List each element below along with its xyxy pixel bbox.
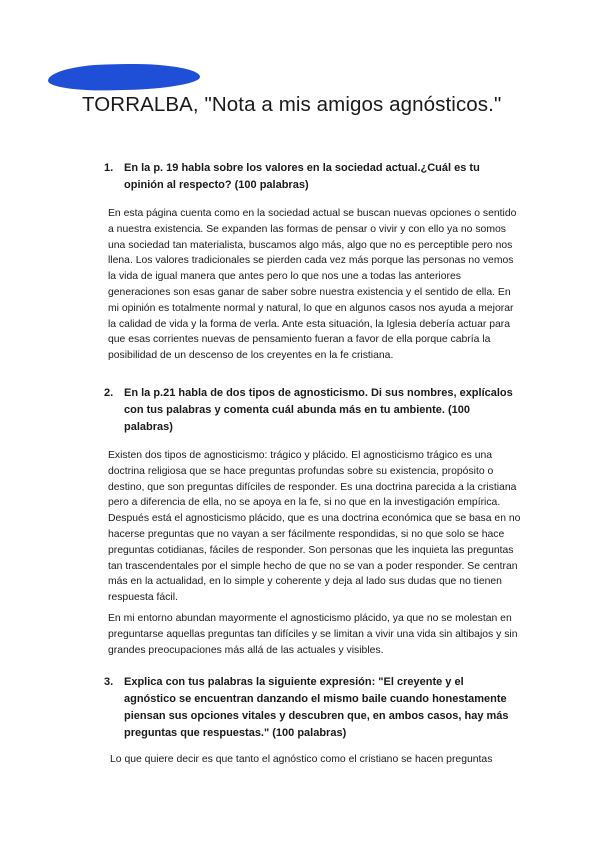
question-number: 2. <box>104 387 114 399</box>
question-text: En la p. 19 habla sobre los valores en la sociedad actual.¿Cuál es tu opinión al respecto? (100 palabras) <box>124 162 480 191</box>
question-2 <box>104 385 514 436</box>
question-text: En la p.21 habla de dos tipos de agnosticismo. Di sus nombres, explícalos con tus palabras y comenta cuál abunda más en tu ambiente. (100 palabras) <box>124 387 513 433</box>
answer-3-paragraph: Lo que quiere decir es que tanto el agnóstico como el cristiano se hacen preguntas <box>110 754 493 765</box>
redaction-mark <box>48 62 201 92</box>
document-title: TORRALBA, "Nota a mis amigos agnósticos." <box>82 93 502 116</box>
question-1 <box>104 160 514 194</box>
answer-2-paragraph-1: Existen dos tipos de agnosticismo: trágico y plácido. El agnosticismo trágico es una doctrina religiosa que se hace preguntas profundas sobre su existencia, propósito o destino, que son preguntas difíciles de responder. Es una doctrina parecida a la cristiana pero a diferencia de ella, no se apoya en la fe, si no que en la investigación empírica. Después está el agnosticismo plácido, que es una doctrina económica que se basa en no hacerse preguntas que no vayan a ser fácilmente respondidas, si no que solo se hace preguntas cotidianas, fáciles de responder. Son personas que les inquieta las preguntas tan trascendentales por el simple hecho de que no se van a poder responder. Se centran más en la actualidad, en lo simple y coherente y deja al lado sus dudas que no tienen respuesta fácil. <box>108 450 521 604</box>
answer-1-paragraph: En esta página cuenta como en la sociedad actual se buscan nuevas opciones o sentido a nuestra existencia. Se expanden las formas de pensar o vivir y con ello ya no somos una sociedad tan materialista, buscamos algo más, algo que no es perceptible pero nos llena. Los valores tradicionales se pierden cada vez más porque las personas no vemos la vida de igual manera que antes pero lo que nos une a todas las anteriores generaciones son esas ganar de saber sobre nuestra existencia y el sentido de ella. En mi opinión es totalmente normal y natural, lo que en algunos casos nos ayuda a mejorar la calidad de vida y la forma de verla. Ante esta situación, la Iglesia debería actuar para que esas corrientes nuevas de pensamiento fueran a favor de ella porque cabría la posibilidad de un descenso de los creyentes en la fe cristiana. <box>108 208 517 362</box>
question-3 <box>104 674 514 742</box>
question-number: 3. <box>104 676 114 688</box>
question-text: Explica con tus palabras la siguiente expresión: "El creyente y el agnóstico se encuentran danzando el mismo baile cuando honestamente piensan sus opciones vitales y descubren que, en ambos casos, hay más preguntas que respuestas." (100 palabras) <box>124 676 509 739</box>
answer-2-paragraph-2: En mi entorno abundan mayormente el agnosticismo plácido, ya que no se molestan en preguntarse aquellas preguntas tan difíciles y se limitan a vivir una vida sin altibajos y sin grandes preocupaciones más allá de las actuales y visibles. <box>108 613 518 656</box>
question-number: 1. <box>104 162 114 174</box>
